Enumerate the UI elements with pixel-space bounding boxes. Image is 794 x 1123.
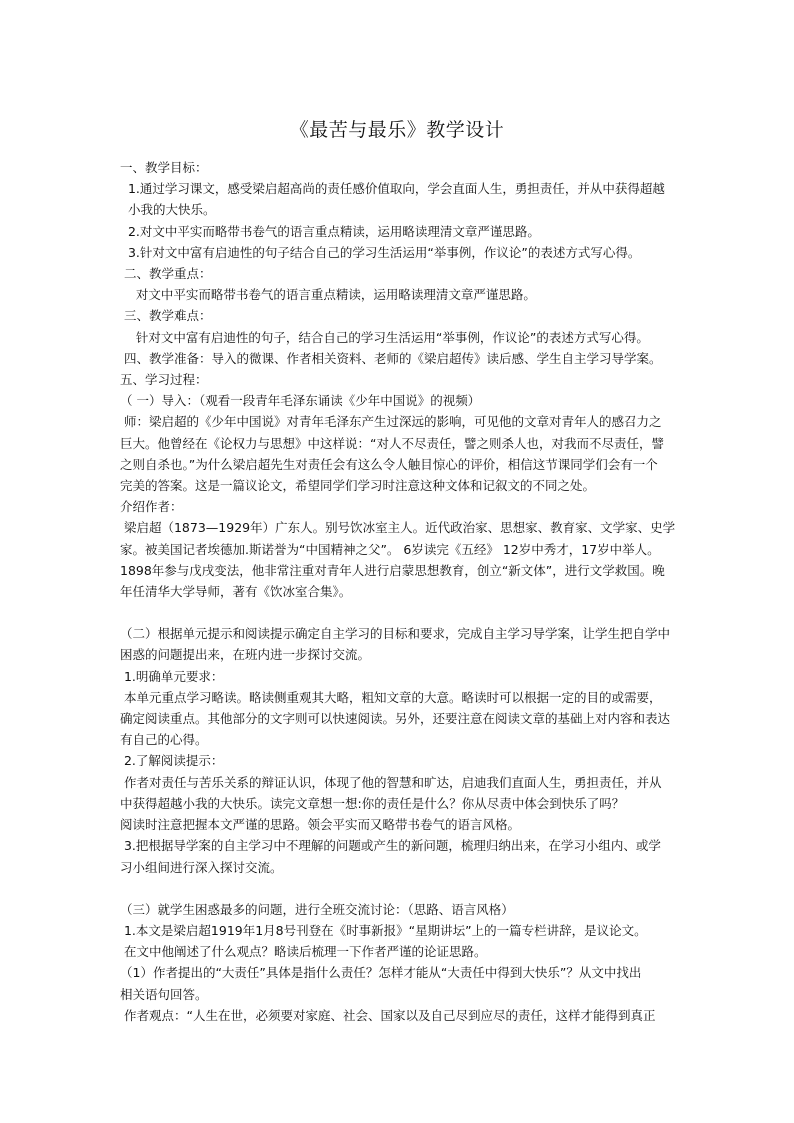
- text-line: 3.针对文中富有启迪性的句子结合自己的学习生活运用“举事例，作议论”的表述方式写心得。: [120, 244, 641, 260]
- text-line: 1.本文是梁启超1919年1月8号刊登在《时事新报》“星期讲坛”上的一篇专栏讲辞，是议论文。: [120, 922, 647, 938]
- text-line: [120, 878, 680, 899]
- text-line: 本单元重点学习略读。略读侧重观其大略，粗知文章的大意。略读时可以根据一定的目的或需要，: [120, 689, 662, 705]
- document-body: [120, 157, 680, 1026]
- text-line: 一、教学目标：: [120, 160, 208, 175]
- text-line: （ 一）导入：（观看一段青年毛泽东诵读《少年中国说》的视频）: [120, 393, 481, 409]
- text-line: 在文中他阐述了什么观点？略读后梳理一下作者严谨的论证思路。: [120, 944, 487, 960]
- text-line: 1.明确单元要求：: [120, 668, 224, 684]
- document-title: 《最苦与最乐》教学设计: [289, 118, 505, 141]
- text-line: 作者观点：“人生在世，必须要对家庭、社会、国家以及自己尽到应尽的责任，这样才能得到真正: [120, 1007, 656, 1023]
- text-line: 四、教学准备：导入的微课、作者相关资料、老师的《梁启超传》读后感、学生自主学习导学案。: [120, 350, 662, 366]
- text-line: 介绍作者：: [120, 499, 183, 515]
- text-line: （三）就学生困惑最多的问题，进行全班交流讨论：（思路、语言风格）: [120, 901, 514, 917]
- text-line: 针对文中富有启迪性的句子，结合自己的学习生活运用“举事例，作议论”的表述方式写心得。: [120, 329, 649, 345]
- text-line: 确定阅读重点。其他部分的文字则可以快速阅读。另外，还要注意在阅读文章的基础上对内容和表达: [120, 711, 671, 727]
- text-line: 家。被美国记者埃德加.斯诺誉为“中国精神之父”。 6岁读完《五经》 12岁中秀才，17岁中举人。: [120, 541, 660, 557]
- text-line: （1）作者提出的“大责任”具体是指什么责任？怎样才能从“大责任中得到大快乐”？从文中找出: [120, 965, 642, 981]
- text-line: 有自己的心得。: [120, 732, 208, 748]
- text-line: [120, 602, 680, 623]
- text-line: 完美的答案。这是一篇议论文，希望同学们学习时注意这种文体和记叙文的不同之处。: [120, 478, 596, 494]
- text-line: 困惑的问题提出来，在班内进一步探讨交流。: [120, 647, 371, 663]
- text-line: 二、教学重点：: [120, 266, 212, 282]
- text-line: 2.对文中平实而略带书卷气的语言重点精读，运用略读理清文章严谨思路。: [120, 223, 540, 239]
- text-line: 相关语句回答。: [120, 986, 208, 1002]
- text-line: 2.了解阅读提示：: [120, 753, 224, 769]
- text-line: 1898年参与戊戌变法，他非常注重对青年人进行启蒙思想教育，创立“新文体”，进行文学救国。晚: [120, 562, 665, 578]
- text-line: 中获得超越小我的大快乐。读完文章想一想:你的责任是什么？你从尽责中体会到快乐了吗？: [120, 795, 625, 811]
- text-line: 之则自杀也。”为什么梁启超先生对责任会有这么令人触目惊心的评价，相信这节课同学们会有一个: [120, 456, 658, 472]
- text-line: 五、学习过程：: [120, 372, 208, 388]
- text-line: 师：梁启超的《少年中国说》对青年毛泽东产生过深远的影响，可见他的文章对青年人的感召力之: [120, 414, 662, 430]
- text-line: 1.通过学习课文，感受梁启超高尚的责任感价值取向，学会直面人生，勇担责任，并从中获得超越: [120, 181, 665, 197]
- text-line: （二）根据单元提示和阅读提示确定自主学习的目标和要求，完成自主学习导学案，让学生把自学中: [120, 626, 671, 642]
- text-line: 对文中平实而略带书卷气的语言重点精读，运用略读理清文章严谨思路。: [120, 287, 536, 303]
- text-line: 小我的大快乐。: [120, 202, 216, 218]
- text-line: 巨大。他曾经在《论权力与思想》中这样说：“对人不尽责任，譬之则杀人也，对我而不尽责任，譬: [120, 435, 664, 451]
- text-line: 三、教学难点：: [120, 308, 212, 324]
- text-line: 作者对责任与苦乐关系的辩证认识，体现了他的智慧和旷达，启迪我们直面人生，勇担责任，并从: [120, 774, 662, 790]
- text-line: 阅读时注意把握本文严谨的思路。领会平实而又略带书卷气的语言风格。: [120, 817, 521, 833]
- text-line: 年任清华大学导师，著有《饮冰室合集》。: [120, 584, 352, 600]
- text-line: 梁启超（1873—1929年）广东人。别号饮冰室主人。近代政治家、思想家、教育家、文学家、史学: [120, 520, 676, 536]
- text-line: 3.把根据导学案的自主学习中不理解的问题或产生的新问题，梳理归纳出来，在学习小组内、或学: [120, 838, 661, 854]
- text-line: 习小组间进行深入探讨交流。: [120, 859, 283, 875]
